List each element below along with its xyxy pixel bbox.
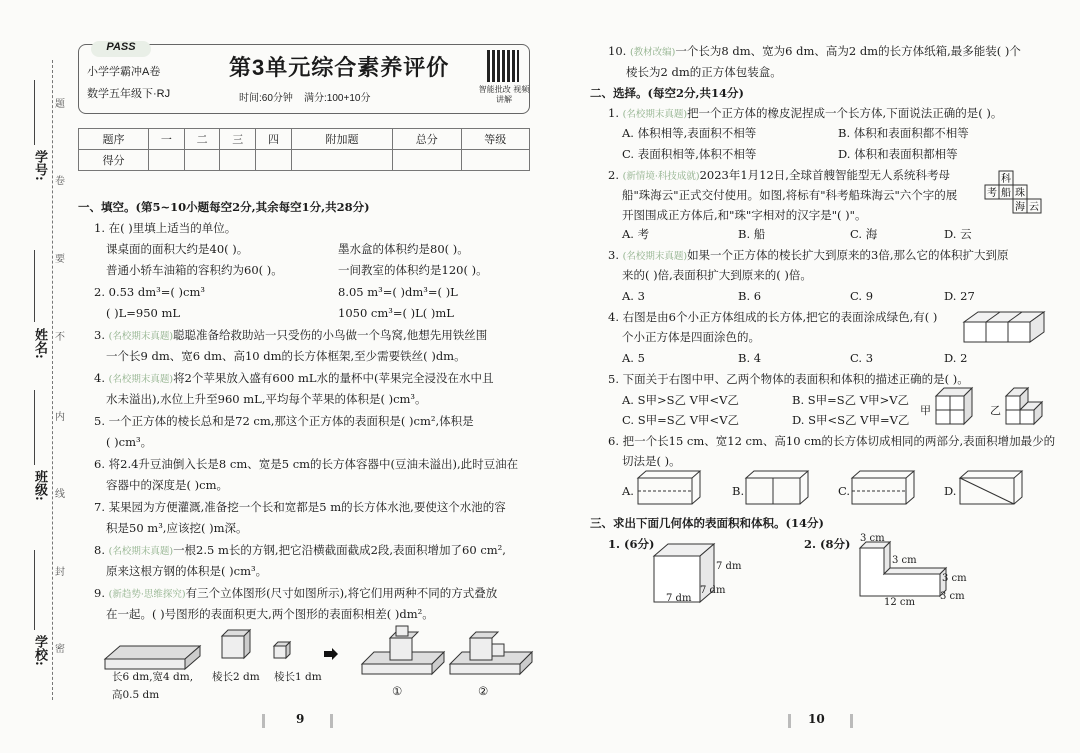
score-header: 二 — [184, 129, 220, 150]
c3-text: 如果一个正方体的棱长扩大到原来的3倍,那么它的体积扩大到原 — [687, 248, 1009, 262]
gutter-tick: 题 — [55, 99, 65, 110]
cube-width-label: 7 dm — [666, 593, 692, 604]
fig-cube1-label: 棱长1 dm — [274, 671, 322, 683]
page-title: 第3单元综合素养评价 — [229, 55, 450, 80]
score-cell[interactable] — [184, 150, 220, 171]
section-1-heading: 一、填空。(第5~10小题每空2分,其余每空1分,共28分) — [78, 200, 370, 214]
q3-text: 聪聪准备给救助站一只受伤的小鸟做一个鸟窝,他想先用铁丝围 — [173, 328, 488, 342]
q7-text: 7. 某果园为方便灌溉,准备挖一个长和宽都是5 m的长方体水池,要使这个水池的容 — [94, 500, 506, 514]
q1-text: 1. 在( )里填上适当的单位。 — [94, 221, 237, 235]
c6-opt-c[interactable]: C. — [838, 484, 851, 498]
six-cube-figure — [964, 310, 1054, 344]
name-field[interactable] — [34, 250, 35, 322]
q5-text-2: ( )cm³。 — [106, 435, 153, 449]
c4-opt-b[interactable]: B. 4 — [738, 351, 762, 365]
c1-number: 1. — [608, 106, 619, 120]
q4-text: 将2个苹果放入盛有600 mL水的量杯中(苹果完全浸没在水中且 — [173, 371, 494, 385]
c2-opt-d[interactable]: D. 云 — [944, 227, 972, 241]
score-cell[interactable] — [291, 150, 392, 171]
page-number: 10 — [808, 712, 825, 726]
q9-row1 — [94, 584, 497, 604]
c5-opt-b[interactable]: B. S甲=S乙 V甲>V乙 — [792, 393, 910, 407]
q4-row1 — [94, 369, 494, 389]
net-cell: 科 — [1001, 174, 1011, 185]
fig-cube2-label: 棱长2 dm — [212, 671, 260, 683]
q7-text-2: 积是50 m³,应该挖( )m深。 — [106, 521, 248, 535]
cut-options-figures — [638, 470, 1058, 506]
q1-a: 课桌面的面积大约是40( )。 — [106, 242, 249, 256]
q5-text: 5. 一个正方体的棱长总和是72 cm,那这个正方体的表面积是( )cm²,体积是 — [94, 414, 474, 428]
shape-jia-label: 甲 — [920, 404, 931, 417]
grade-label: 数学五年级下·RJ — [87, 88, 171, 100]
q4-number: 4. — [94, 371, 105, 385]
c3-opt-c[interactable]: C. 9 — [850, 289, 874, 303]
net-cell: 云 — [1029, 202, 1039, 213]
c3-opt-d[interactable]: D. 27 — [944, 289, 975, 303]
q2-d: 1050 cm³=( )L( )mL — [338, 306, 454, 320]
time-limit: 时间:60分钟 — [239, 93, 293, 104]
c3-text-2: 来的( )倍,表面积扩大到原来的( )倍。 — [622, 268, 812, 282]
school-label: 学校: — [32, 635, 47, 666]
c6-opt-b[interactable]: B. — [732, 484, 745, 498]
fig-slab-label: 长6 dm,宽4 dm, — [112, 671, 194, 683]
c2-number: 2. — [608, 168, 619, 182]
q6-text-2: 容器中的深度是( )cm。 — [106, 478, 228, 492]
c2-opt-c[interactable]: C. 海 — [850, 227, 878, 241]
score-header: 四 — [256, 129, 292, 150]
q4-text-2: 水未溢出),水位上升至960 mL,平均每个苹果的体积是( )cm³。 — [106, 392, 427, 406]
c3-tag: (名校期末真题) — [622, 251, 688, 262]
c3-opt-a[interactable]: A. 3 — [622, 289, 645, 303]
score-cell[interactable] — [220, 150, 256, 171]
pass-logo: PASS — [91, 41, 151, 57]
score-header: 题序 — [79, 129, 149, 150]
q3-number: 3. — [94, 328, 105, 342]
full-score: 满分:100+10分 — [304, 93, 371, 104]
series-name: 小学学霸冲A卷 — [87, 66, 161, 78]
q10-number: 10. — [608, 44, 627, 58]
name-label: 姓名: — [32, 328, 47, 359]
q9-number: 9. — [94, 586, 105, 600]
page-number: 9 — [296, 712, 305, 726]
l-length-label: 12 cm — [884, 597, 915, 608]
class-label: 班级: — [32, 470, 47, 501]
q10-text: 一个长为8 dm、宽为6 dm、高为2 dm的长方体纸箱,最多能装( )个 — [675, 44, 1021, 58]
c6-text: 6. 把一个长15 cm、宽12 cm、高10 cm的长方体切成相同的两部分,表面积增加最少的 — [608, 434, 1056, 448]
score-cell[interactable] — [256, 150, 292, 171]
c2-row — [608, 166, 950, 186]
l-inner-label: 3 cm — [892, 555, 917, 566]
score-header: 等级 — [461, 129, 529, 150]
q6-text: 6. 将2.4升豆油倒入长是8 cm、宽是5 cm的长方体容器中(豆油未溢出),此时豆油在 — [94, 457, 519, 471]
c1-opt-c[interactable]: C. 表面积相等,体积不相等 — [622, 147, 757, 161]
fig-slab-label-2: 高0.5 dm — [112, 689, 160, 701]
cube-height-label: 7 dm — [716, 561, 742, 572]
school-field[interactable] — [34, 550, 35, 630]
score-header: 一 — [149, 129, 185, 150]
q3-text-2: 一个长9 dm、宽6 dm、高10 dm的长方体框架,至少需要铁丝( )dm。 — [106, 349, 466, 363]
q9-tag: (新趋势·思维探究) — [108, 589, 186, 600]
q1-c: 普通小轿车油箱的容积约为60( )。 — [106, 263, 283, 277]
c5-opt-a[interactable]: A. S甲>S乙 V甲<V乙 — [622, 393, 739, 407]
c3-number: 3. — [608, 248, 619, 262]
net-cell: 海 — [1015, 202, 1025, 213]
c1-opt-a[interactable]: A. 体积相等,表面积不相等 — [622, 126, 757, 140]
q10-row1 — [608, 42, 1021, 62]
q10-tag: (教材改编) — [629, 47, 676, 58]
q8-text-2: 原来这根方钢的体积是( )cm³。 — [106, 564, 268, 578]
cut-line — [52, 60, 53, 700]
q8-text: 一根2.5 m长的方钢,把它沿横截面截成2段,表面积增加了60 cm², — [173, 543, 506, 557]
c5-opt-d[interactable]: D. S甲<S乙 V甲=V乙 — [792, 413, 910, 427]
gutter-tick: 封 — [55, 567, 65, 578]
c6-text-2: 切法是( )。 — [622, 454, 681, 468]
gutter-tick: 卷 — [55, 176, 65, 187]
p1-label: 1. (6分) — [608, 537, 655, 551]
student-id-label: 学号: — [32, 150, 47, 181]
c2-text-3: 开图围成正方体后,和"珠"字相对的汉字是"( )"。 — [622, 208, 867, 222]
q2-b: 8.05 m³=( )dm³=( )L — [338, 285, 458, 299]
score-header: 三 — [220, 129, 256, 150]
l-step-label: 3 cm — [942, 573, 967, 584]
c2-tag: (新情境·科技成就) — [622, 171, 700, 182]
gutter-tick: 不 — [55, 332, 65, 343]
c1-row — [608, 104, 1002, 124]
fig-1-label: ① — [392, 684, 403, 698]
fig-2-label: ② — [478, 684, 489, 698]
q10-text-2: 棱长为2 dm的正方体包装盒。 — [626, 65, 782, 79]
l-top-width-label: 3 cm — [860, 533, 885, 544]
c1-opt-b[interactable]: B. 体积和表面积都不相等 — [838, 126, 969, 140]
c6-opt-d[interactable]: D. — [944, 484, 957, 498]
c4-opt-c[interactable]: C. 3 — [850, 351, 874, 365]
c2-text-2: 船"珠海云"正式交付使用。如图,将标有"科考船珠海云"六个字的展 — [622, 188, 958, 202]
q1-d: 一间教室的体积约是120( )。 — [338, 263, 488, 277]
c3-row — [608, 246, 1009, 266]
score-cell[interactable] — [461, 150, 529, 171]
q2-c: ( )L=950 mL — [106, 306, 181, 320]
section-3-heading: 三、求出下面几何体的表面积和体积。(14分) — [590, 516, 824, 530]
score-table — [78, 128, 530, 171]
net-cell: 珠 — [1015, 188, 1025, 199]
c1-tag: (名校期末真题) — [622, 109, 688, 120]
c4-opt-a[interactable]: A. 5 — [622, 351, 645, 365]
q8-number: 8. — [94, 543, 105, 557]
qr-code-icon[interactable] — [487, 50, 519, 82]
binding-gutter — [0, 0, 70, 753]
q9-text-2: 在一起。( )号图形的表面积更大,两个图形的表面积相差( )dm²。 — [106, 607, 434, 621]
q8-tag: (名校期末真题) — [108, 546, 174, 557]
student-id-field[interactable] — [34, 80, 35, 145]
page-bar — [330, 714, 333, 728]
q4-tag: (名校期末真题) — [108, 374, 174, 385]
score-header: 附加题 — [291, 129, 392, 150]
cube-depth-label: 7 dm — [700, 585, 726, 596]
net-cell: 船 — [1001, 188, 1011, 199]
l-depth-label: 3 cm — [940, 591, 965, 602]
gutter-tick: 内 — [55, 412, 65, 423]
c5-opt-c[interactable]: C. S甲=S乙 V甲<V乙 — [622, 413, 739, 427]
gutter-tick: 线 — [55, 489, 65, 500]
c5-text: 5. 下面关于右图中甲、乙两个物体的表面积和体积的描述正确的是( )。 — [608, 372, 969, 386]
q2-a: 2. 0.53 dm³=( )cm³ — [94, 285, 205, 299]
c6-opt-a[interactable]: A. — [622, 484, 634, 498]
page-bar — [788, 714, 791, 728]
qr-label: 智能批改 视频讲解 — [478, 85, 530, 104]
gutter-tick: 密 — [55, 644, 65, 655]
c2-opt-a[interactable]: A. 考 — [622, 227, 650, 241]
gutter-tick: 要 — [55, 254, 65, 265]
c2-text: 2023年1月12日,全球首艘智能型无人系统科考母 — [699, 168, 950, 182]
cube-net-figure — [985, 170, 1043, 216]
time-score — [239, 89, 370, 104]
q3-row1 — [94, 326, 487, 346]
shape-yi-label: 乙 — [990, 404, 1001, 417]
c4-opt-d[interactable]: D. 2 — [944, 351, 968, 365]
c2-opt-b[interactable]: B. 船 — [738, 227, 766, 241]
score-cell[interactable] — [393, 150, 461, 171]
c1-opt-d[interactable]: D. 体积和表面积都相等 — [838, 147, 958, 161]
score-row-label: 得分 — [79, 150, 149, 171]
c4-text-2: 个小正方体是四面涂色的。 — [622, 330, 760, 344]
exam-header — [78, 41, 530, 114]
score-header: 总分 — [393, 129, 461, 150]
page-bar — [262, 714, 265, 728]
c3-opt-b[interactable]: B. 6 — [738, 289, 762, 303]
section-2-heading: 二、选择。(每空2分,共14分) — [590, 86, 744, 100]
score-cell[interactable] — [149, 150, 185, 171]
right-page — [540, 0, 1080, 753]
net-cell: 考 — [987, 188, 997, 199]
q1-b: 墨水盒的体积约是80( )。 — [338, 242, 469, 256]
q3-tag: (名校期末真题) — [108, 331, 174, 342]
jia-yi-figures — [934, 384, 1064, 426]
q9-text: 有三个立体图形(尺寸如图所示),将它们用两种不同的方式叠放 — [185, 586, 498, 600]
c1-text: 把一个正方体的橡皮泥捏成一个长方体,下面说法正确的是( )。 — [687, 106, 1003, 120]
p2-label: 2. (8分) — [804, 537, 851, 551]
q8-row1 — [94, 541, 506, 561]
class-field[interactable] — [34, 390, 35, 465]
c4-text: 4. 右图是由6个小正方体组成的长方体,把它的表面涂成绿色,有( ) — [608, 310, 938, 324]
page-bar — [850, 714, 853, 728]
